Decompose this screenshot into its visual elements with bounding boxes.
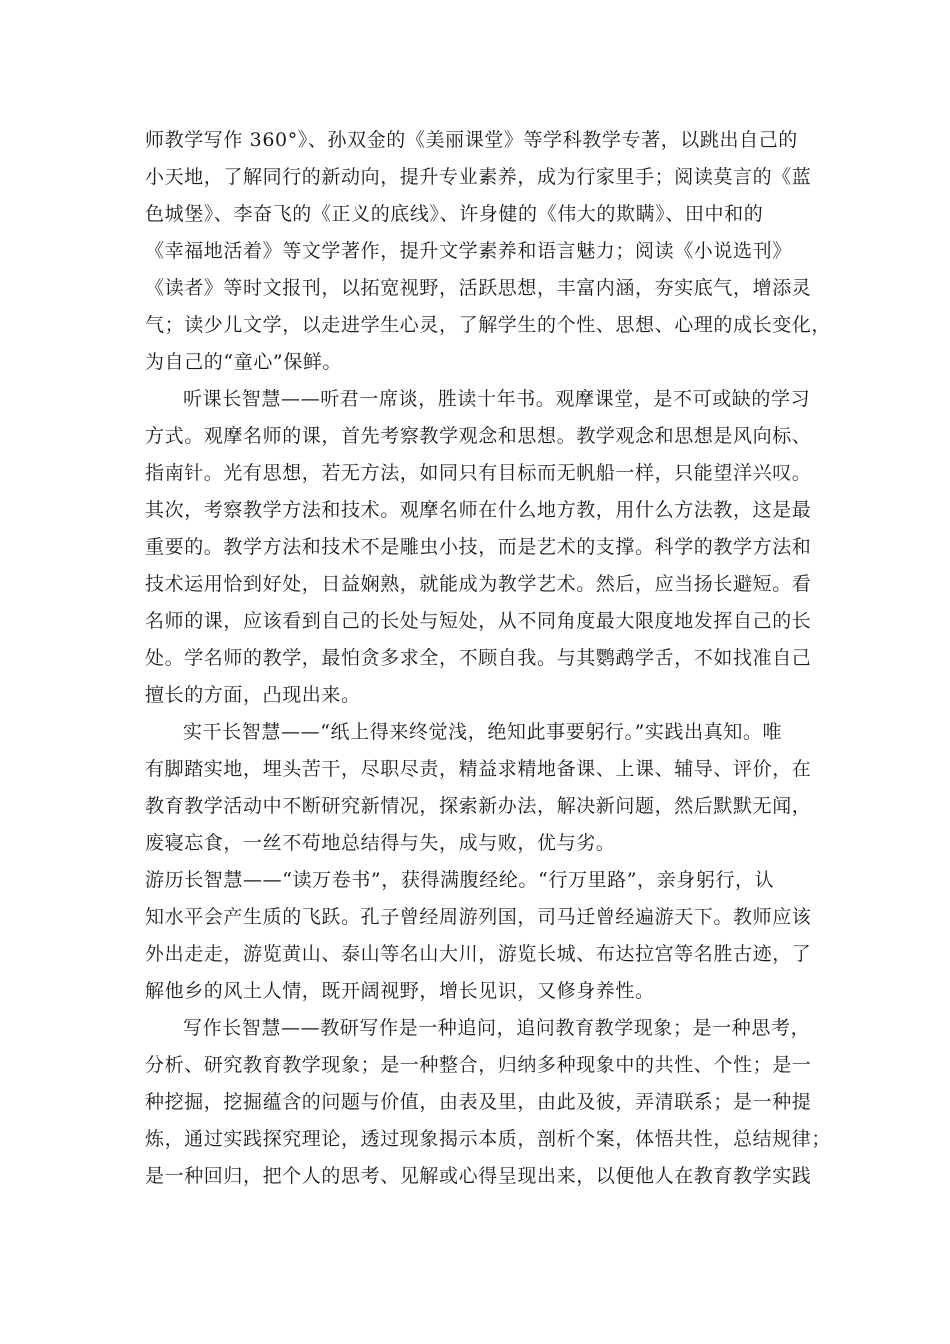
text-line: 知水平会产生质的飞跃。孔子曾经周游列国，司马迁曾经遍游天下。教师应该 bbox=[145, 906, 812, 928]
text-line: 小天地，了解同行的新动向，提升专业素养，成为行家里手；阅读莫言的《蓝 bbox=[145, 166, 812, 188]
text-line: 重要的。教学方法和技术不是雕虫小技，而是艺术的支撑。科学的教学方法和 bbox=[145, 536, 812, 558]
paragraph-start-line: 实干长智慧——“纸上得来终觉浅，绝知此事要躬行。”实践出真知。唯 bbox=[183, 721, 783, 743]
text-line: 教育教学活动中不断研究新情况，探索新办法，解决新问题，然后默默无闻， bbox=[145, 795, 812, 817]
text-line: 其次，考察教学方法和技术。观摩名师在什么地方教，用什么方法教，这是最 bbox=[145, 499, 812, 521]
text-line: 废寝忘食，一丝不苟地总结得与失，成与败，优与劣。 bbox=[145, 832, 616, 854]
text-line: 外出走走，游览黄山、泰山等名山大川，游览长城、布达拉宫等名胜古迹，了 bbox=[145, 943, 812, 965]
text-line: 《读者》等时文报刊，以拓宽视野，活跃思想，丰富内涵，夯实底气，增添灵 bbox=[145, 277, 812, 299]
text-line: 分析、研究教育教学现象；是一种整合，归纳多种现象中的共性、个性；是一 bbox=[145, 1054, 812, 1076]
text-line: 有脚踏实地，埋头苦干，尽职尽责，精益求精地备课、上课、辅导、评价，在 bbox=[145, 758, 812, 780]
paragraph-start-line: 游历长智慧——“读万卷书”，获得满腹经纶。“行万里路”，亲身躬行，认 bbox=[145, 869, 775, 891]
text-line: 方式。观摩名师的课，首先考察教学观念和思想。教学观念和思想是风向标、 bbox=[145, 425, 812, 447]
text-line: 指南针。光有思想，若无方法，如同只有目标而无帆船一样，只能望洋兴叹。 bbox=[145, 462, 812, 484]
text-line: 炼，通过实践探究理论，透过现象揭示本质，剖析个案，体悟共性，总结规律； bbox=[145, 1128, 832, 1150]
paragraph-start-line: 写作长智慧——教研写作是一种追问，追问教育教学现象；是一种思考， bbox=[183, 1017, 811, 1039]
text-line: 师教学写作 360°》、孙双金的《美丽课堂》等学科教学专著，以跳出自己的 bbox=[145, 129, 798, 151]
text-line: 种挖掘，挖掘蕴含的问题与价值，由表及里，由此及彼，弄清联系；是一种提 bbox=[145, 1091, 812, 1113]
text-line: 《幸福地活着》等文学著作，提升文学素养和语言魅力；阅读《小说选刊》 bbox=[145, 240, 792, 262]
text-line: 气；读少儿文学，以走进学生心灵，了解学生的个性、思想、心理的成长变化， bbox=[145, 314, 832, 336]
text-line: 色城堡》、李奋飞的《正义的底线》、许身健的《伟大的欺瞒》、田中和的 bbox=[145, 203, 764, 225]
paragraph-start-line: 听课长智慧——听君一席谈，胜读十年书。观摩课堂，是不可或缺的学习 bbox=[183, 388, 811, 410]
text-line: 技术运用恰到好处，日益娴熟，就能成为教学艺术。然后，应当扬长避短。看 bbox=[145, 573, 812, 595]
text-line: 擅长的方面，凸现出来。 bbox=[145, 684, 361, 706]
text-line: 是一种回归，把个人的思考、见解或心得呈现出来，以便他人在教育教学实践 bbox=[145, 1165, 812, 1187]
text-line: 解他乡的风土人情，既开阔视野，增长见识，又修身养性。 bbox=[145, 980, 655, 1002]
text-line: 名师的课，应该看到自己的长处与短处，从不同角度最大限度地发挥自己的长 bbox=[145, 610, 812, 632]
text-line: 处。学名师的教学，最怕贪多求全，不顾自我。与其鹦鹉学舌，不如找准自己 bbox=[145, 647, 812, 669]
text-line: 为自己的“童心”保鲜。 bbox=[145, 351, 343, 373]
